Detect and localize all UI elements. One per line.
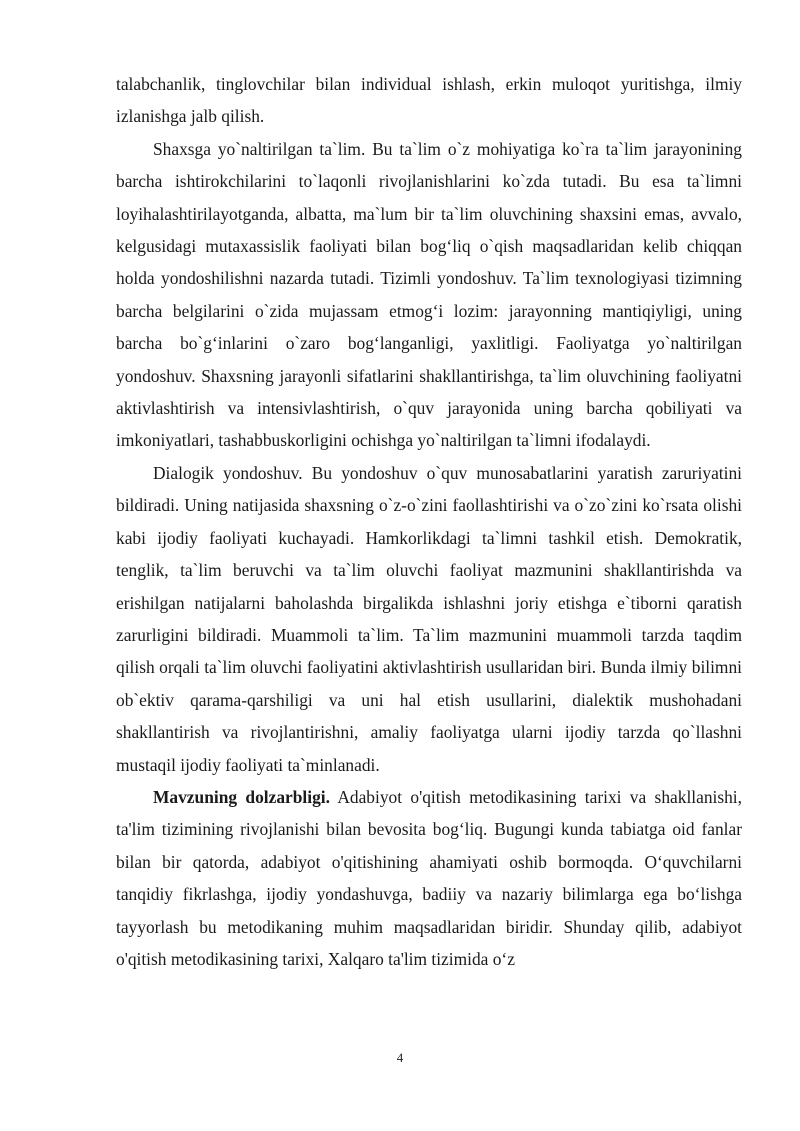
document-body bbox=[116, 68, 742, 975]
section-heading: Mavzuning dolzarbligi. bbox=[153, 786, 330, 807]
page-number: 4 bbox=[396, 1050, 404, 1065]
paragraph-2: Shaxsga yo`naltirilgan ta`lim. Bu ta`lim o`z mohiyatiga ko`ra ta`lim jarayonining barcha ishtirokchilarini to`laqonli rivojlanishlarini ko`zda tutadi. Bu esa ta`limni loyihalashtirilayotganda, albatta, ma`lum bir ta`lim oluvchining shaxsini emas, avvalo, kelgusidagi mutaxassislik faoliyati bilan bog‘liq o`qish maqsadlaridan kelib chiqqan holda yondoshilishni nazarda tutadi. Tizimli yondoshuv. Ta`lim texnologiyasi tizimning barcha belgilarini o`zida mujassam etmog‘i lozim: jarayonning mantiqiyligi, uning barcha bo`g‘inlarini o`zaro bog‘langanligi, yaxlitligi. Faoliyatga yo`naltirilgan yondoshuv. Shaxsning jarayonli sifatlarini shakllantirishga, ta`lim oluvchining faoliyatni aktivlashtirish va intensivlashtirish, o`quv jarayonida uning barcha qobiliyati va imkoniyatlari, tashabbuskorligini ochishga yo`naltirilgan ta`limni ifodalaydi. bbox=[116, 138, 742, 451]
paragraph-4-text: Adabiyot o'qitish metodikasining tarixi va shakllanishi, ta'lim tizimining rivojlanishi bilan bevosita bog‘liq. Bugungi kunda tabiatga oid fanlar bilan bir qatorda, adabiyot o'qitishining ahamiyati oshib bormoqda. O‘quvchilarni tanqidiy fikrlashga, ijodiy yondashuvga, badiiy va nazariy bilimlarga ega bo‘lishga tayyorlash bu metodikaning muhim maqsadlaridan biridir. Shunday qilib, adabiyot o'qitish metodikasining tarixi, Xalqaro ta'lim tizimida o‘z bbox=[116, 786, 742, 969]
paragraph-4 bbox=[116, 781, 742, 975]
paragraph-3: Dialogik yondoshuv. Bu yondoshuv o`quv munosabatlarini yaratish zaruriyatini bildiradi. Uning natijasida shaxsning o`z-o`zini faollashtirishi va o`zo`zini ko`rsata olishi kabi ijodiy faoliyati kuchayadi. Hamkorlikdagi ta`limni tashkil etish. Demokratik, tenglik, ta`lim beruvchi va ta`lim oluvchi faoliyat mazmunini shakllantirishda va erishilgan natijalarni baholashda birgalikda ishlashni joriy etishga e`tiborni qaratish zarurligini bildiradi. Muammoli ta`lim. Ta`lim mazmunini muammoli tarzda taqdim qilish orqali ta`lim oluvchi faoliyatini aktivlashtirish usullaridan biri. Bunda ilmiy bilimni ob`ektiv qarama-qarshiligi va uni hal etish usullarini, dialektik mushohadani shakllantirish va rivojlantirishni, amaliy faoliyatga ularni ijodiy tarzda qo`llashni mustaqil ijodiy faoliyati ta`minlanadi. bbox=[116, 462, 742, 775]
paragraph-1: talabchanlik, tinglovchilar bilan individual ishlash, erkin muloqot yuritishga, ilmiy izlanishga jalb qilish. bbox=[116, 74, 742, 127]
